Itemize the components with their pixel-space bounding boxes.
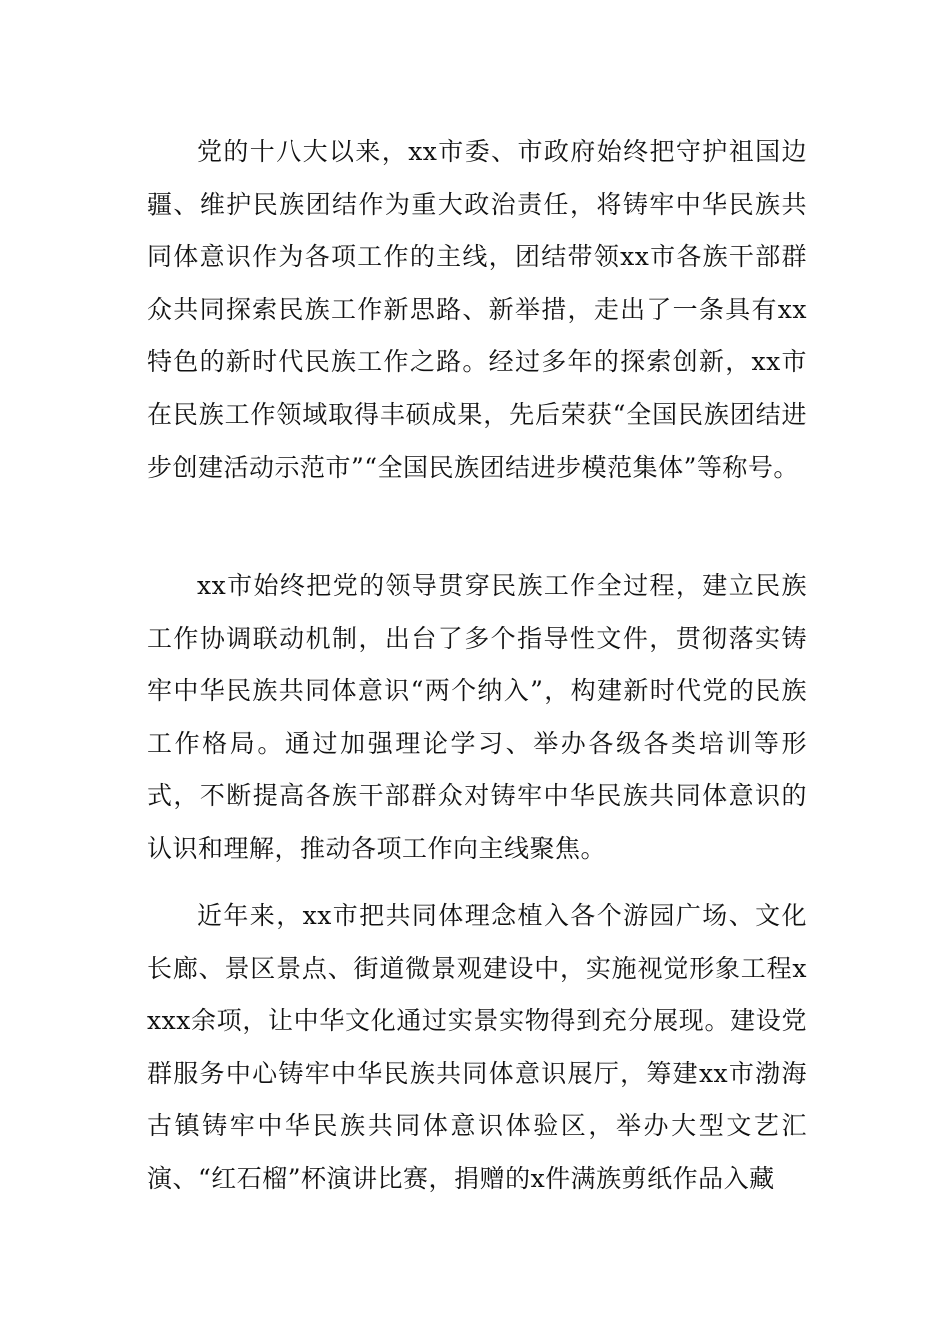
paragraph-1: 党的十八大以来，xx市委、市政府始终把守护祖国边疆、维护民族团结作为重大政治责任，将铸牢中华民族共同体意识作为各项工作的主线，团结带领xx市各族干部群众共同探索民族工作新思路、新举措，走出了一条具有xx特色的新时代民族工作之路。经过多年的探索创新，xx市在民族工作领域取得丰硕成果，先后荣获“全国民族团结进步创建活动示范市”“全国民族团结进步模范集体”等称号。 (147, 137, 807, 482)
paragraph-2: xx市始终把党的领导贯穿民族工作全过程，建立民族工作协调联动机制，出台了多个指导性文件，贯彻落实铸牢中华民族共同体意识“两个纳入”，构建新时代党的民族工作格局。通过加强理论学习、举办各级各类培训等形式，不断提高各族干部群众对铸牢中华民族共同体意识的认识和理解，推动各项工作向主线聚焦。 (147, 571, 807, 863)
paragraph-3: 近年来，xx市把共同体理念植入各个游园广场、文化长廊、景区景点、街道微景观建设中，实施视觉形象工程xxxx余项，让中华文化通过实景实物得到充分展现。建设党群服务中心铸牢中华民族共同体意识展厅，筹建xx市渤海古镇铸牢中华民族共同体意识体验区，举办大型文艺汇演、“红石榴”杯演讲比赛，捐赠的x件满族剪纸作品入藏 (147, 901, 807, 1193)
